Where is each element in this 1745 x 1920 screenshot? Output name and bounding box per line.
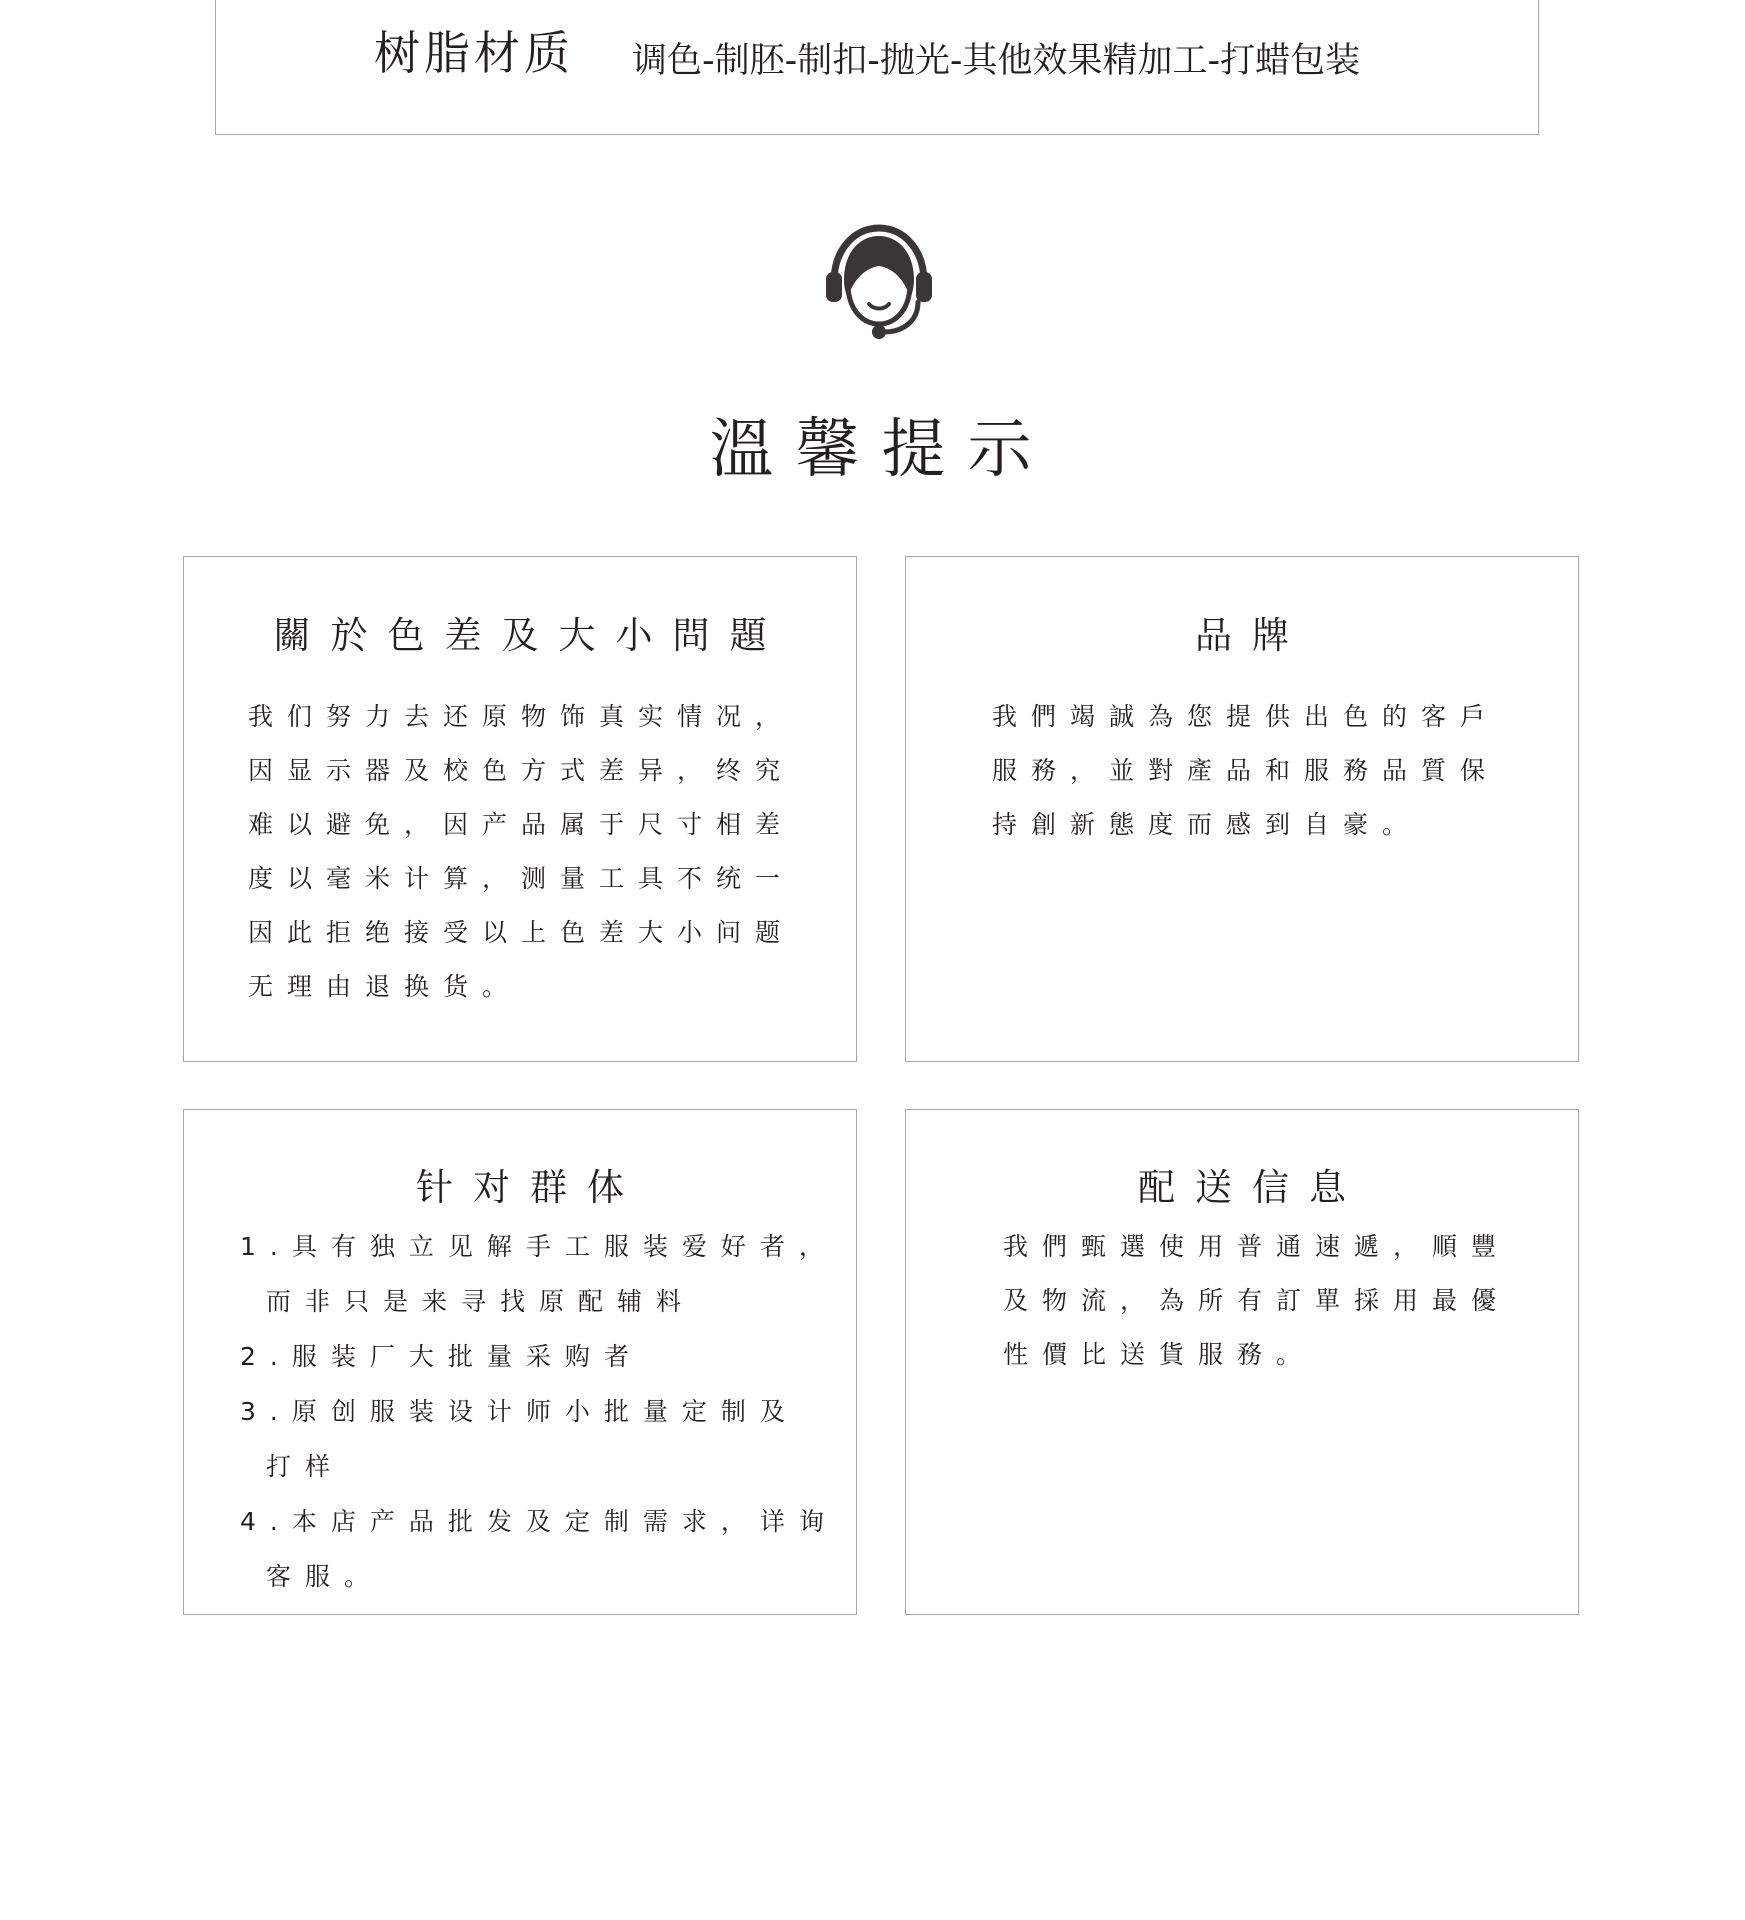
page-title: 溫馨提示	[709, 413, 1054, 487]
card-title: 品牌	[1195, 614, 1309, 657]
card-target-group	[183, 1109, 857, 1615]
card-text-line: 无理由退换货。	[248, 972, 522, 1001]
card-title: 配送信息	[1138, 1166, 1366, 1209]
card-text-line: 而非只是来寻找原配辅料	[266, 1287, 696, 1316]
card-text-line: 难以避免，因产品属于尺寸相差	[248, 810, 795, 839]
customer-service-headset-icon	[822, 222, 936, 340]
card-text-line: 客服。	[266, 1562, 384, 1591]
card-text-line: 度以毫米计算，测量工具不统一	[248, 864, 795, 893]
card-text-line: 打样	[266, 1452, 345, 1481]
card-delivery	[905, 1109, 1579, 1615]
card-text-line: 1.具有独立见解手工服装爱好者，	[240, 1232, 838, 1261]
card-color-size	[183, 556, 857, 1062]
card-text-line: 我们努力去还原物饰真实情况，	[248, 702, 795, 731]
card-text-line: 性價比送貨服務。	[1003, 1340, 1316, 1369]
card-text-line: 3.原创服装设计师小批量定制及	[240, 1397, 799, 1426]
card-text-line: 因显示器及校色方式差异，终究	[248, 756, 795, 785]
card-text-line: 因此拒绝接受以上色差大小问题	[248, 918, 795, 947]
card-text-line: 服務，並對產品和服務品質保	[992, 756, 1500, 785]
card-title: 關於色差及大小問題	[273, 614, 787, 657]
card-text-line: 我們竭誠為您提供出色的客戶	[992, 702, 1500, 731]
card-title: 针对群体	[416, 1166, 644, 1209]
card-text-line: 持創新態度而感到自豪。	[992, 810, 1422, 839]
card-text-line: 2.服装厂大批量采购者	[240, 1342, 643, 1371]
card-text-line: 及物流，為所有訂單採用最優	[1003, 1286, 1511, 1315]
process-steps: 调色-制胚-制扣-抛光-其他效果精加工-打蜡包装	[632, 41, 1361, 81]
process-banner	[215, 0, 1539, 135]
card-text-line: 4.本店产品批发及定制需求，详询	[240, 1507, 838, 1536]
material-label: 树脂材质	[374, 26, 574, 80]
card-text-line: 我們甄選使用普通速遞，順豐	[1003, 1232, 1511, 1261]
card-brand	[905, 556, 1579, 1062]
